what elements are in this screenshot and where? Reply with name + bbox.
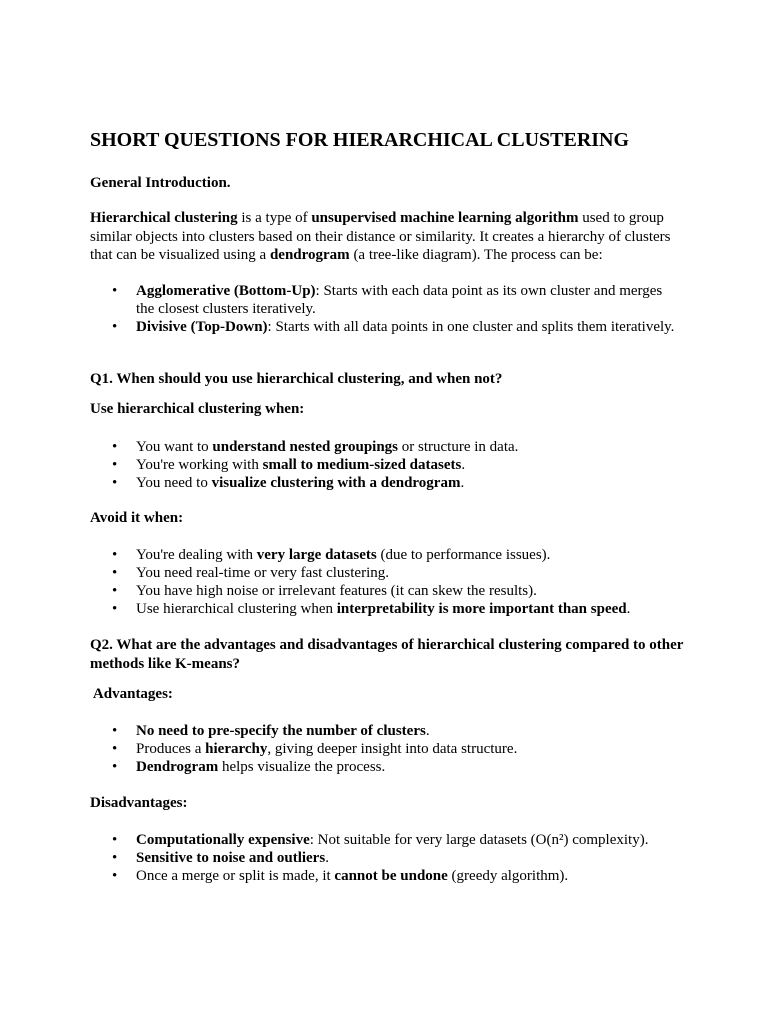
q2-disadvantages-list (90, 831, 680, 885)
item-text: You want to (136, 439, 213, 455)
item-emphasis: cannot be undone (334, 868, 448, 884)
item-text: (due to performance issues). (376, 547, 551, 563)
item-emphasis: visualize clustering with a dendrogram (211, 475, 461, 491)
intro-text-2: used to group similar objects into clusters based on their distance or similarity. It creates a hierarchy of clusters that can be visualized using a (90, 210, 671, 263)
intro-text-3: (a tree-like diagram). The process can be: (349, 247, 603, 263)
intro-term: Hierarchical clustering (90, 210, 238, 226)
item-text: Use hierarchical clustering when (136, 601, 337, 617)
list-item (90, 831, 680, 849)
item-text: You're dealing with (136, 547, 257, 563)
list-item (90, 582, 680, 600)
q2-question: Q2. What are the advantages and disadvantages of hierarchical clustering compared to other methods like K-means? (90, 637, 684, 672)
item-term: Divisive (Top-Down) (136, 319, 268, 335)
item-text: or structure in data. (398, 439, 519, 455)
item-text: : Starts with all data points in one cluster and splits them iteratively. (267, 319, 675, 335)
item-text: You need to (136, 475, 212, 491)
q1-avoid-list (90, 546, 680, 618)
q1-use-list (90, 438, 680, 492)
item-emphasis: understand nested groupings (212, 439, 399, 455)
q1-question: Q1. When should you use hierarchical clustering, and when not? (90, 371, 503, 387)
item-text: Produces a (136, 741, 206, 757)
list-item (90, 740, 680, 758)
item-text: , giving deeper insight into data structure. (267, 741, 518, 757)
item-text: . (325, 850, 329, 866)
list-item (90, 722, 680, 740)
item-text: Once a merge or split is made, it (136, 868, 335, 884)
q2-disadvantages-heading: Disadvantages: (90, 795, 188, 811)
item-text: : Starts with each data point as its own cluster and merges the closest clusters iteratively. (136, 283, 663, 317)
intro-text-1: is a type of (237, 210, 312, 226)
item-text: (greedy algorithm). (447, 868, 569, 884)
item-text: You need real-time or very fast clustering. (136, 565, 389, 581)
list-item (90, 318, 680, 336)
list-item (90, 282, 680, 318)
item-emphasis: hierarchy (205, 741, 268, 757)
item-text: helps visualize the process. (218, 759, 386, 775)
list-item (90, 438, 680, 456)
list-item (90, 758, 680, 776)
item-text: . (461, 457, 466, 473)
item-term: Agglomerative (Bottom-Up) (136, 283, 316, 299)
q1-avoid-heading: Avoid it when: (90, 510, 184, 526)
intro-paragraph (90, 209, 690, 265)
list-item (90, 564, 680, 582)
item-emphasis: small to medium-sized datasets (262, 457, 462, 473)
q2-advantages-heading: Advantages: (90, 686, 173, 702)
item-text: : Not suitable for very large datasets (O(n²) complexity). (309, 832, 649, 848)
item-text: . (425, 723, 430, 739)
list-item (90, 546, 680, 564)
list-item (90, 849, 680, 867)
list-item (90, 456, 680, 474)
general-intro-heading: General Introduction. (90, 175, 231, 191)
item-emphasis: very large datasets (256, 547, 377, 563)
document-title: SHORT QUESTIONS FOR HIERARCHICAL CLUSTERING (90, 129, 630, 151)
intro-algorithm-type: unsupervised machine learning algorithm (311, 210, 579, 226)
process-list (90, 282, 680, 336)
list-item (90, 600, 680, 618)
item-text: You're working with (136, 457, 263, 473)
list-item (90, 474, 680, 492)
item-text: . (626, 601, 631, 617)
q2-advantages-list (90, 722, 680, 776)
q1-use-heading: Use hierarchical clustering when: (90, 401, 305, 417)
intro-dendrogram: dendrogram (269, 247, 350, 263)
item-emphasis: No need to pre-specify the number of clusters (136, 723, 426, 739)
item-text: . (460, 475, 465, 491)
item-emphasis: interpretability is more important than speed (336, 601, 627, 617)
item-emphasis: Computationally expensive (136, 832, 310, 848)
list-item (90, 867, 680, 885)
item-text: You have high noise or irrelevant features (it can skew the results). (136, 583, 537, 599)
item-emphasis: Dendrogram (136, 759, 219, 775)
item-emphasis: Sensitive to noise and outliers (136, 850, 326, 866)
